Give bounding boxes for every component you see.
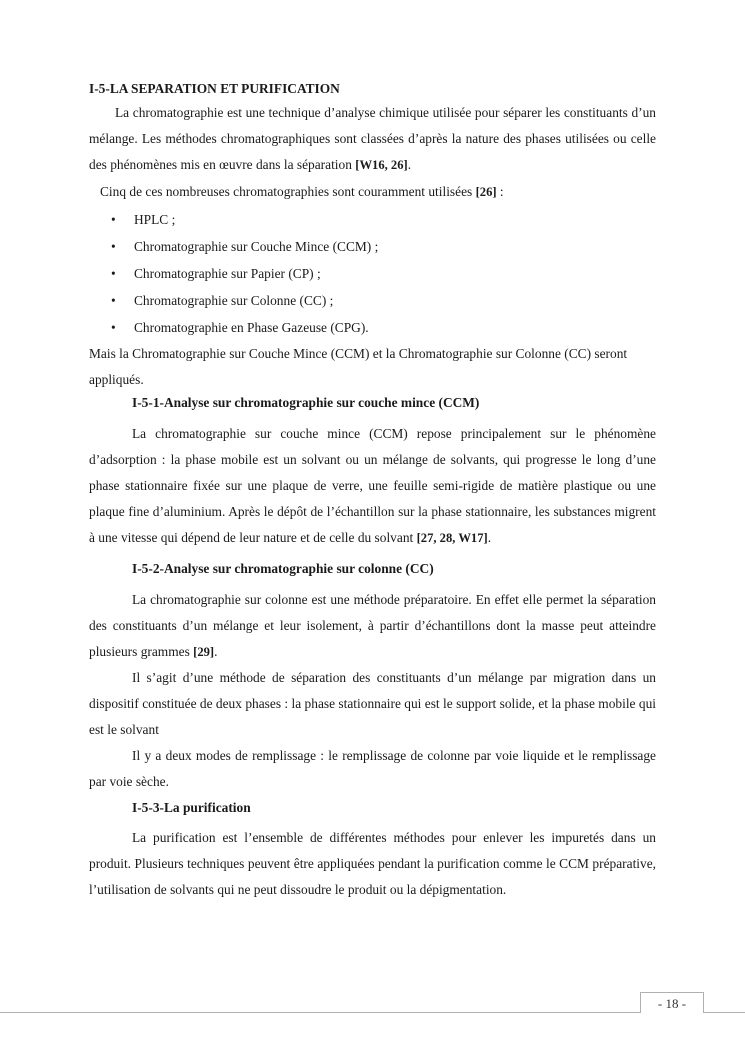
technique-list bbox=[89, 206, 656, 341]
list-item-text: Chromatographie sur Papier (CP) ; bbox=[134, 266, 321, 281]
list-item bbox=[89, 314, 656, 341]
bullet: • bbox=[111, 293, 116, 308]
purification-heading: I-5-3-La purification bbox=[132, 800, 251, 815]
list-item bbox=[89, 260, 656, 287]
bullet: • bbox=[111, 266, 116, 281]
list-lead bbox=[89, 178, 656, 206]
intro-paragraph bbox=[89, 100, 656, 178]
section-title: I-5-LA SEPARATION ET PURIFICATION bbox=[89, 81, 340, 96]
list-item bbox=[89, 206, 656, 233]
intro-reference: [W16, 26] bbox=[355, 158, 408, 172]
list-item bbox=[89, 233, 656, 260]
list-item bbox=[89, 287, 656, 314]
list-item-text: Chromatographie sur Couche Mince (CCM) ; bbox=[134, 239, 379, 254]
ccm-end: . bbox=[487, 530, 492, 545]
bullet: • bbox=[111, 212, 116, 227]
list-item-text: Chromatographie sur Colonne (CC) ; bbox=[134, 293, 334, 308]
applied-note: Mais la Chromatographie sur Couche Mince (CCM) et la Chromatographie sur Colonne (CC) seront appliqués. bbox=[89, 346, 628, 387]
cc-paragraph-2: Il s’agit d’une méthode de séparation des constituants d’un mélange par migration dans un dispositif constituée de deux phases : la phase stationnaire qui est le support solide, et la phase mobile qui est le solvant bbox=[89, 670, 656, 737]
cc-reference: [29] bbox=[193, 645, 215, 659]
footer-rule bbox=[0, 1012, 745, 1013]
ccm-reference: [27, 28, W17] bbox=[416, 531, 488, 545]
ccm-heading: I-5-1-Analyse sur chromatographie sur couche mince (CCM) bbox=[132, 395, 480, 410]
cc-paragraph-3: Il y a deux modes de remplissage : le remplissage de colonne par voie liquide et le remplissage par voie sèche. bbox=[89, 748, 656, 789]
intro-text: La chromatographie est une technique d’analyse chimique utilisée pour séparer les constituants d’un mélange. Les méthodes chromatographiques sont classées d’après la nature des phases utilisées ou celle des phénomènes mis en œuvre dans la séparation bbox=[89, 105, 656, 172]
cc-text-1: La chromatographie sur colonne est une méthode préparatoire. En effet elle permet la séparation des constituants d’un mélange et leur isolement, à partir d’échantillons dont la masse peut atteindre plusieurs grammes bbox=[89, 592, 656, 659]
cc-end: . bbox=[214, 644, 218, 659]
cc-heading: I-5-2-Analyse sur chromatographie sur colonne (CC) bbox=[132, 561, 434, 576]
ccm-paragraph bbox=[89, 421, 656, 551]
list-item-text: Chromatographie en Phase Gazeuse (CPG). bbox=[134, 320, 369, 335]
list-lead-reference: [26] bbox=[475, 185, 497, 199]
purification-paragraph: La purification est l’ensemble de différentes méthodes pour enlever les impuretés dans un produit. Plusieurs techniques peuvent être appliquées pendant la purification comme le CCM préparative, l’utilisation de solvants qui ne peut dissoudre le produit ou la dépigmentation. bbox=[89, 830, 656, 897]
list-item-text: HPLC ; bbox=[134, 212, 176, 227]
list-lead-text: Cinq de ces nombreuses chromatographies sont couramment utilisées bbox=[100, 184, 476, 199]
cc-paragraph-1 bbox=[89, 587, 656, 665]
bullet: • bbox=[111, 239, 116, 254]
page-number: - 18 - bbox=[640, 992, 704, 1013]
ccm-text: La chromatographie sur couche mince (CCM) repose principalement sur le phénomène d’adsorption : la phase mobile est un solvant ou un mélange de solvants, qui progresse le long d’une phase stationnaire fixée sur une plaque de verre, une feuille semi-rigide de matière plastique ou une plaque fine d’aluminium. Après le dépôt de l’échantillon sur la phase stationnaire, les substances migrent à une vitesse qui dépend de leur nature et de celle du solvant bbox=[89, 426, 656, 545]
bullet: • bbox=[111, 320, 116, 335]
list-lead-end: : bbox=[496, 184, 504, 199]
intro-end: . bbox=[407, 157, 412, 172]
page-body bbox=[89, 79, 656, 903]
